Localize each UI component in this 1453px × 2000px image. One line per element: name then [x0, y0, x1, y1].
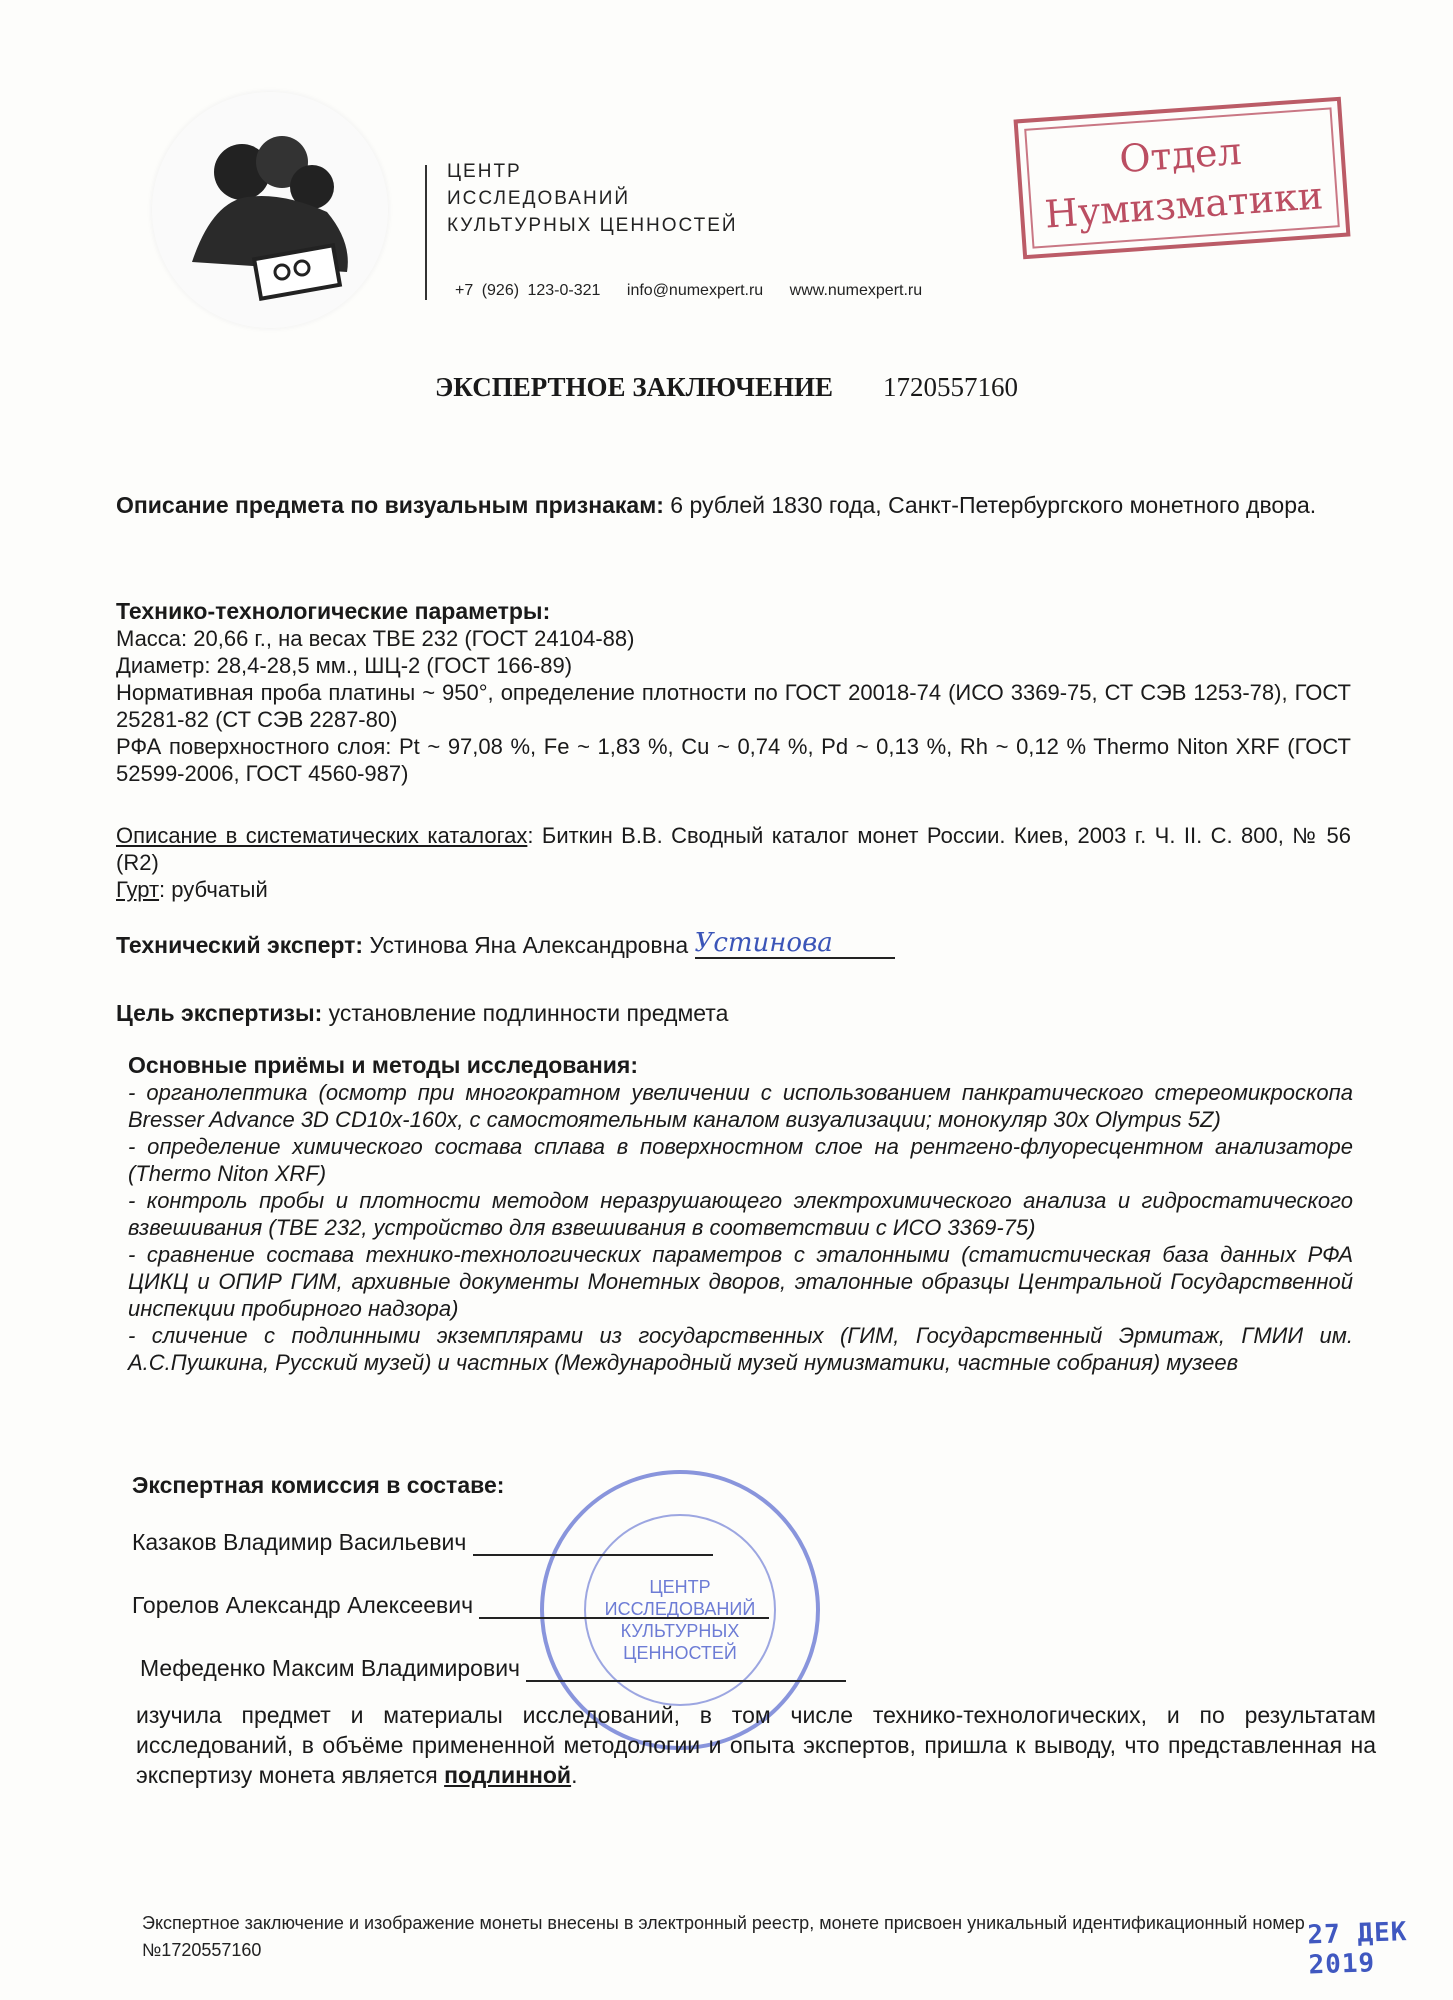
expert-signature: Устинова — [694, 928, 833, 958]
organization-name — [447, 158, 738, 239]
seal-line: ЦЕННОСТЕЙ — [623, 1643, 737, 1663]
org-line: ИССЛЕДОВАНИЙ — [447, 188, 631, 209]
numismatists-logo-icon — [152, 92, 388, 328]
logo-emblem — [152, 92, 388, 328]
seal-line: КУЛЬТУРНЫХ — [620, 1621, 740, 1641]
methods-heading: Основные приёмы и методы исследования: — [128, 1052, 638, 1078]
page-title — [0, 372, 1453, 403]
expert-label: Технический эксперт: — [116, 932, 364, 958]
date-stamp: 27 ДЕК 2019 — [1306, 1917, 1408, 1981]
param-line: РФА поверхностного слоя: Pt ~ 97,08 %, Fe ~ 1,83 %, Cu ~ 0,74 %, Pd ~ 0,13 %, Rh ~ 0,12 % Thermo Niton XRF (ГОСТ 52599-2006, ГОСТ 4560-987) — [116, 734, 1351, 786]
catalog-value: : Биткин В.В. Сводный каталог монет России. Киев, 2003 г. Ч. II. С. 800, № 56 (R2) — [116, 823, 1351, 875]
commission — [132, 1472, 846, 1682]
commission-heading: Экспертная комиссия в составе: — [132, 1472, 505, 1498]
params-heading: Технико-технологические параметры: — [116, 598, 551, 624]
technical-expert — [116, 930, 1351, 959]
expertise-goal — [116, 1000, 1351, 1027]
method-item: - сравнение состава технико-технологических параметров с эталонными (статистическая база данных РФА ЦИКЦ и ОПИР ГИМ, архивные документы Монетных дворов, эталонные образцы Центральной Государственной инспекции пробирного надзора) — [128, 1242, 1353, 1321]
title-text: ЭКСПЕРТНОЕ ЗАКЛЮЧЕНИЕ — [435, 372, 833, 402]
method-item: - сличение с подлинными экземплярами из государственных (ГИМ, Государственный Эрмитаж, ГМИИ им. А.С.Пушкина, Русский музей) и частных (Международный музей нумизматики, частные собрания) музеев — [128, 1323, 1353, 1375]
goal-label: Цель экспертизы: — [116, 1000, 323, 1026]
description — [116, 488, 1351, 522]
stamp-line: Отдел — [1117, 128, 1243, 182]
commission-member: Горелов Александр Алексеевич — [132, 1592, 474, 1618]
catalog-info — [116, 822, 1351, 903]
org-line: КУЛЬТУРНЫХ ЦЕННОСТЕЙ — [447, 215, 738, 236]
method-item: - органолептика (осмотр при многократном увеличении с использованием панкратического стереомикроскопа Bresser Advance 3D CD10x-160x, с самостоятельным каналом визуализации; монокуляр 30x Olympus 5Z) — [128, 1080, 1353, 1132]
description-value: 6 рублей 1830 года, Санкт-Петербургского монетного двора. — [670, 492, 1317, 518]
email: info@numexpert.ru — [626, 282, 764, 299]
org-line: ЦЕНТР — [447, 161, 522, 182]
commission-member: Казаков Владимир Васильевич — [132, 1529, 467, 1555]
seal-line: ИССЛЕДОВАНИЙ — [604, 1599, 756, 1619]
catalog-label: Описание в систематических каталогах — [116, 823, 528, 848]
commission-member: Мефеденко Максим Владимирович — [140, 1655, 521, 1681]
department-stamp — [1014, 97, 1351, 260]
methods — [128, 1052, 1353, 1376]
edge-value: : рубчатый — [159, 877, 268, 902]
conclusion-text: изучила предмет и материалы исследований, в том числе технико-технологических, и по результатам исследований, в объёме примененной методологии и опыта экспертов, пришла к выводу, что представленная на экспертизу монета является — [136, 1702, 1376, 1788]
contacts — [455, 282, 940, 300]
technical-params — [116, 598, 1351, 787]
document-number: 1720557160 — [882, 372, 1018, 402]
seal-line: ЦЕНТР — [649, 1577, 711, 1597]
expert-name: Устинова Яна Александровна — [369, 932, 689, 958]
edge-label: Гурт — [116, 877, 160, 902]
footer-note: Экспертное заключение и изображение монеты внесены в электронный реестр, монете присвоен уникальный идентификационный номер №1720557160 — [142, 1913, 1305, 1960]
conclusion — [136, 1700, 1376, 1790]
header-divider — [425, 165, 427, 300]
website: www.numexpert.ru — [789, 282, 923, 299]
verdict: подлинной — [444, 1762, 572, 1788]
description-label: Описание предмета по визуальным признакам: — [116, 492, 664, 518]
method-item: - определение химического состава сплава в поверхностном слое на рентгено-флуоресцентном анализаторе (Thermo Niton XRF) — [128, 1134, 1353, 1186]
goal-value: установление подлинности предмета — [328, 1000, 729, 1026]
conclusion-end: . — [571, 1762, 578, 1788]
param-line: Диаметр: 28,4-28,5 мм., ШЦ-2 (ГОСТ 166-89) — [116, 653, 573, 678]
method-item: - контроль пробы и плотности методом неразрушающего электрохимического анализа и гидростатического взвешивания (ТВЕ 232, устройство для взвешивания в соответствии с ИСО 3369-75) — [128, 1188, 1353, 1240]
phone: +7 (926) 123-0-321 — [455, 282, 601, 299]
stamp-line: Нумизматики — [1043, 173, 1325, 237]
param-line: Масса: 20,66 г., на весах ТВЕ 232 (ГОСТ 24104-88) — [116, 626, 635, 651]
param-line: Нормативная проба платины ~ 950°, определение плотности по ГОСТ 20018-74 (ИСО 3369-75, СТ СЭВ 1253-78), ГОСТ 25281-82 (СТ СЭВ 2287-80) — [116, 680, 1351, 732]
